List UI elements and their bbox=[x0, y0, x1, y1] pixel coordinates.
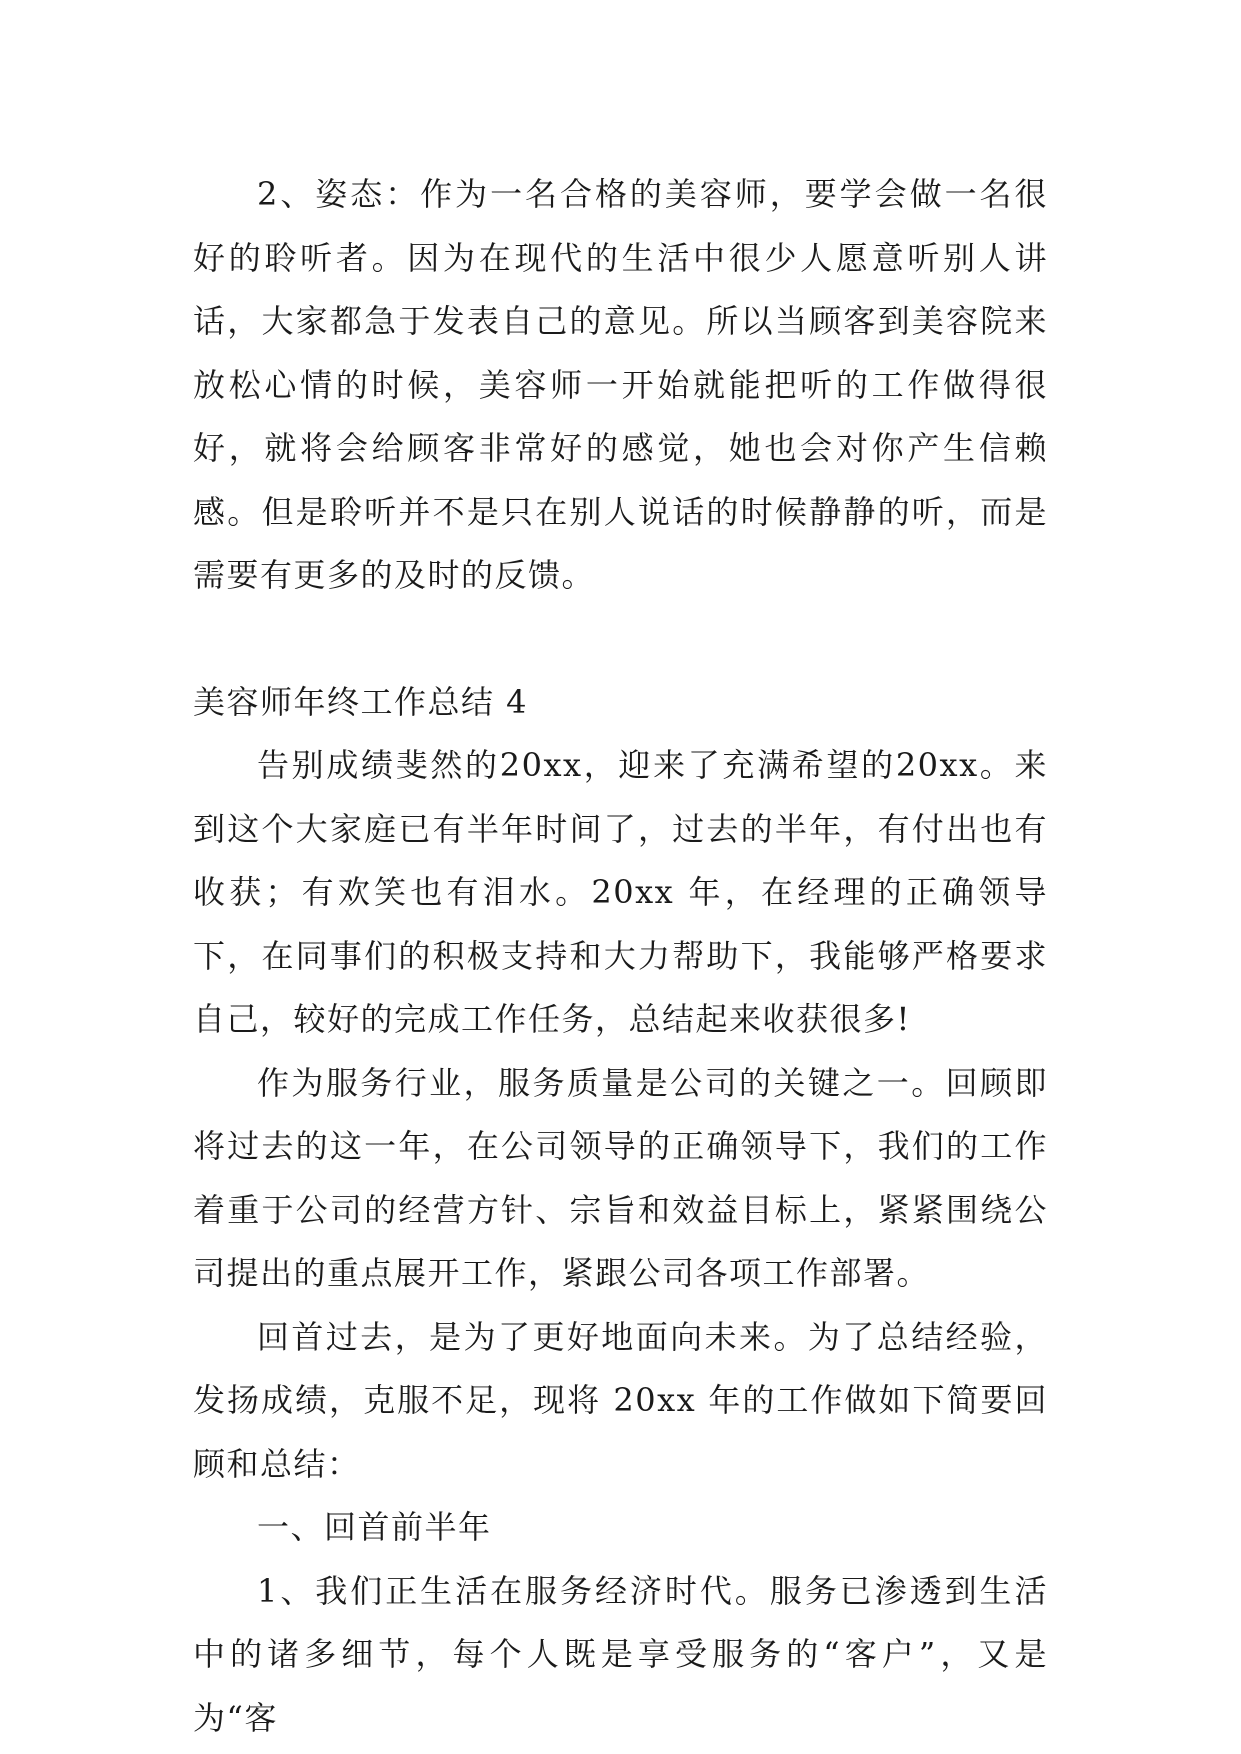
paragraph-subheading-first-half: 一、回首前半年 bbox=[257, 1508, 492, 1546]
paragraph-looking-back: 回首过去，是为了更好地面向未来。为了总结经验，发扬成绩，克服不足，现将 20xx 年的工作做如下简要回顾和总结： bbox=[193, 1317, 1048, 1483]
paragraph-service-industry: 作为服务行业，服务质量是公司的关键之一。回顾即将过去的这一年，在公司领导的正确领导下，我们的工作着重于公司的经营方针、宗旨和效益目标上，紧紧围绕公司提出的重点展开工作，紧跟公司各项工作部署。 bbox=[193, 1063, 1048, 1292]
paragraph-farewell: 告别成绩斐然的20xx，迎来了充满希望的20xx。来到这个大家庭已有半年时间了，过去的半年，有付出也有收获；有欢笑也有泪水。20xx 年，在经理的正确领导下，在同事们的积极支持和大力帮助下，我能够严格要求自己，较好的完成工作任务，总结起来收获很多! bbox=[193, 746, 1048, 1038]
paragraph-posture: 2、姿态：作为一名合格的美容师，要学会做一名很好的聆听者。因为在现代的生活中很少人愿意听别人讲话，大家都急于发表自己的意见。所以当顾客到美容院来放松心情的时候，美容师一开始就能把听的工作做得很好，就将会给顾客非常好的感觉，她也会对你产生信赖感。但是聆听并不是只在别人说话的时候静静的听，而是需要有更多的及时的反馈。 bbox=[193, 175, 1048, 594]
paragraph-service-economy: 1、我们正生活在服务经济时代。服务已渗透到生活中的诸多细节，每个人既是享受服务的“客户”，又是为“客 bbox=[193, 1571, 1048, 1737]
document-page bbox=[193, 163, 1048, 1737]
section-title: 美容师年终工作总结 4 bbox=[193, 682, 529, 721]
paragraph-gap bbox=[193, 608, 1048, 671]
